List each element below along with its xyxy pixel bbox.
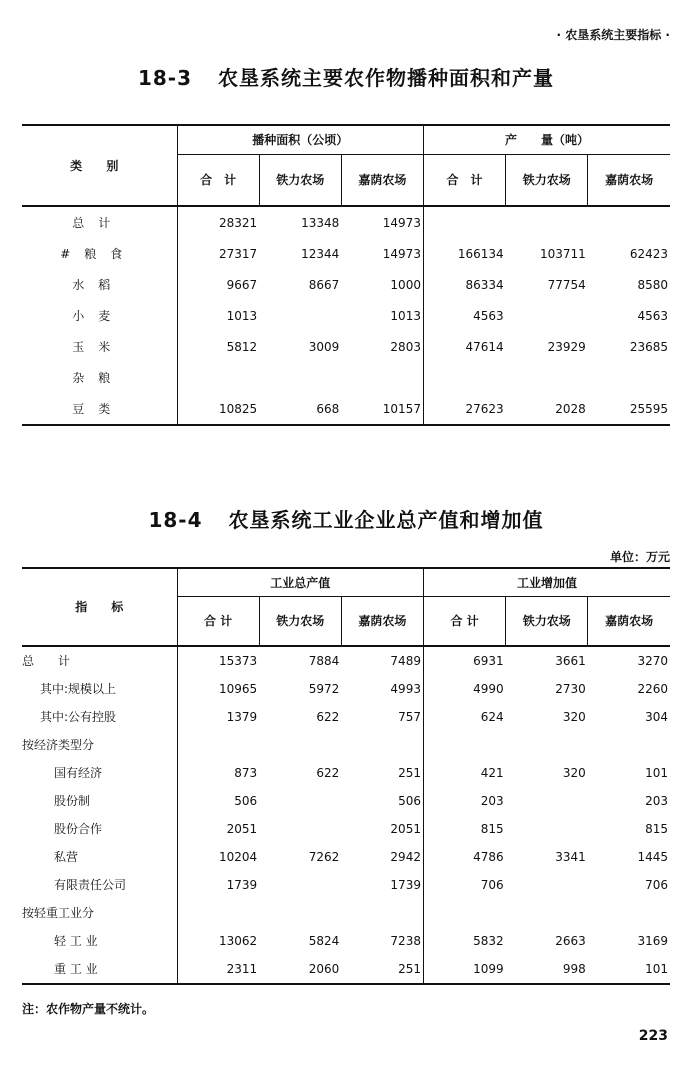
table-row xyxy=(22,899,670,927)
cell-value: 203 xyxy=(480,794,504,808)
cell-value: 2260 xyxy=(637,682,668,696)
row-label: 股份制 xyxy=(22,787,177,815)
column-header: 合 计 xyxy=(423,597,505,647)
cell-value: 4563 xyxy=(473,308,504,323)
row-label: 国有经济 xyxy=(22,759,177,787)
cell-value xyxy=(506,731,588,759)
cell-value: 8580 xyxy=(637,277,668,292)
crop-area-output-table xyxy=(22,124,670,426)
cell-value: 7238 xyxy=(341,927,423,955)
cell-value: 3009 xyxy=(308,339,340,354)
cell-value: 5824 xyxy=(308,934,340,948)
cell-value: 2663 xyxy=(555,934,586,948)
cell-value xyxy=(506,815,588,843)
cell-value: 28321 xyxy=(218,215,258,230)
cell-value xyxy=(506,206,588,238)
cell-value: 757 xyxy=(341,703,423,731)
cell-value: 3270 xyxy=(637,654,668,668)
cell-value: 203 xyxy=(645,794,668,808)
cell-value: 4563 xyxy=(637,308,668,323)
cell-value: 873 xyxy=(234,766,258,780)
cell-value xyxy=(177,899,259,927)
cell-value xyxy=(259,899,341,927)
cell-value: 815 xyxy=(480,822,504,836)
cell-value: 13348 xyxy=(301,215,340,230)
cell-value: 10965 xyxy=(218,682,258,696)
cell-value: 62423 xyxy=(629,246,668,261)
cell-value: 103711 xyxy=(539,246,586,261)
cell-value: 4786 xyxy=(473,850,504,864)
cell-value: 77754 xyxy=(547,277,586,292)
column-header: 合 计 xyxy=(177,597,259,647)
table2-number: 18-4 xyxy=(148,508,203,532)
cell-value: 3661 xyxy=(555,654,586,668)
cell-value xyxy=(588,362,670,393)
cell-value xyxy=(259,300,341,331)
row-label: 总 计 xyxy=(22,646,177,675)
cell-value: 2051 xyxy=(226,822,258,836)
row-label: 玉米 xyxy=(22,331,177,362)
row-label: #粮食 xyxy=(22,238,177,269)
row-label: 杂粮 xyxy=(22,362,177,393)
cell-value xyxy=(341,731,423,759)
cell-value: 4990 xyxy=(473,682,504,696)
table-row xyxy=(22,731,670,759)
cell-value: 15373 xyxy=(218,654,258,668)
cell-value: 3341 xyxy=(555,850,586,864)
row-label: 有限责任公司 xyxy=(22,871,177,899)
cell-value: 1739 xyxy=(341,871,423,899)
cell-value xyxy=(259,815,341,843)
cell-value: 10157 xyxy=(341,393,423,425)
row-label: 其中:公有控股 xyxy=(22,703,177,731)
cell-value xyxy=(259,871,341,899)
table-row xyxy=(22,759,670,787)
cell-value xyxy=(259,787,341,815)
cell-value: 5832 xyxy=(473,934,504,948)
cell-value: 706 xyxy=(480,878,504,892)
cell-value: 101 xyxy=(645,962,668,976)
table-row xyxy=(22,362,670,393)
table-row xyxy=(22,815,670,843)
table-row xyxy=(22,843,670,871)
cell-value: 998 xyxy=(562,962,586,976)
column-header: 嘉荫农场 xyxy=(341,597,423,647)
cell-value: 6931 xyxy=(473,654,504,668)
cell-value: 23929 xyxy=(547,339,586,354)
cell-value: 10825 xyxy=(218,401,258,416)
cell-value: 5972 xyxy=(308,682,340,696)
cell-value: 2060 xyxy=(308,962,340,976)
column-header: 铁力农场 xyxy=(259,597,341,647)
row-label: 股份合作 xyxy=(22,815,177,843)
cell-value: 320 xyxy=(562,710,586,724)
table1-title-text: 农垦系统主要农作物播种面积和产量 xyxy=(218,66,555,90)
cell-value xyxy=(506,899,588,927)
cell-value: 7489 xyxy=(341,646,423,675)
cell-value: 5812 xyxy=(226,339,258,354)
table-row xyxy=(22,646,670,675)
table-row xyxy=(22,331,670,362)
cell-value xyxy=(506,300,588,331)
table-row xyxy=(22,871,670,899)
cell-value: 9667 xyxy=(226,277,258,292)
cell-value: 1445 xyxy=(637,850,668,864)
cell-value xyxy=(588,899,670,927)
cell-value: 10204 xyxy=(218,850,258,864)
footnote: 注：农作物产量不统计。 xyxy=(22,1002,155,1016)
cell-value: 304 xyxy=(645,710,668,724)
cell-value: 2942 xyxy=(341,843,423,871)
row-label: 重 工 业 xyxy=(22,955,177,984)
cell-value: 8667 xyxy=(308,277,340,292)
cell-value: 7884 xyxy=(308,654,340,668)
cell-value: 1013 xyxy=(226,308,258,323)
table1-title xyxy=(0,62,692,91)
cell-value: 23685 xyxy=(629,339,668,354)
group-header: 产 量（吨） xyxy=(423,125,670,155)
cell-value: 815 xyxy=(645,822,668,836)
cell-value: 506 xyxy=(234,794,258,808)
cell-value: 2311 xyxy=(226,962,258,976)
column-header: 铁力农场 xyxy=(506,155,588,207)
row-label: 小麦 xyxy=(22,300,177,331)
column-header: 合 计 xyxy=(177,155,259,207)
cell-value: 166134 xyxy=(457,246,504,261)
cell-value xyxy=(588,731,670,759)
stub-header: 指 标 xyxy=(22,568,177,646)
cell-value: 14973 xyxy=(341,238,423,269)
table2-title-text: 农垦系统工业企业总产值和增加值 xyxy=(228,508,544,532)
cell-value: 4993 xyxy=(341,675,423,703)
cell-value: 27317 xyxy=(218,246,258,261)
column-header: 嘉荫农场 xyxy=(588,597,670,647)
group-header: 播种面积（公顷） xyxy=(177,125,423,155)
page-number: 223 xyxy=(638,1028,668,1044)
industry-output-table xyxy=(22,567,670,985)
column-header: 嘉荫农场 xyxy=(341,155,423,207)
table-row xyxy=(22,955,670,984)
group-header: 工业增加值 xyxy=(423,568,670,597)
table-row xyxy=(22,300,670,331)
table-row xyxy=(22,927,670,955)
row-label: 轻 工 业 xyxy=(22,927,177,955)
cell-value: 251 xyxy=(341,955,423,984)
table2-title xyxy=(0,504,692,533)
cell-value: 320 xyxy=(562,766,586,780)
cell-value: 101 xyxy=(645,766,668,780)
table-row xyxy=(22,206,670,238)
cell-value: 13062 xyxy=(218,934,258,948)
cell-value: 251 xyxy=(341,759,423,787)
cell-value: 1739 xyxy=(226,878,258,892)
cell-value xyxy=(341,899,423,927)
table-row xyxy=(22,238,670,269)
cell-value xyxy=(177,731,259,759)
running-header: · 农垦系统主要指标 · xyxy=(556,28,670,42)
cell-value: 706 xyxy=(645,878,668,892)
table-row xyxy=(22,787,670,815)
cell-value: 1013 xyxy=(341,300,423,331)
table-row xyxy=(22,269,670,300)
cell-value xyxy=(506,787,588,815)
cell-value: 2028 xyxy=(555,401,586,416)
cell-value: 421 xyxy=(480,766,504,780)
row-label: 水稻 xyxy=(22,269,177,300)
cell-value: 3169 xyxy=(637,934,668,948)
cell-value: 624 xyxy=(480,710,504,724)
group-header: 工业总产值 xyxy=(177,568,423,597)
cell-value xyxy=(588,206,670,238)
column-header: 铁力农场 xyxy=(506,597,588,647)
cell-value: 2051 xyxy=(341,815,423,843)
cell-value: 622 xyxy=(316,710,340,724)
cell-value: 2803 xyxy=(341,331,423,362)
column-header: 合 计 xyxy=(423,155,505,207)
table-row xyxy=(22,393,670,425)
cell-value xyxy=(341,362,423,393)
cell-value xyxy=(506,871,588,899)
cell-value: 14973 xyxy=(341,206,423,238)
row-label: 按轻重工业分 xyxy=(22,899,177,927)
column-header: 铁力农场 xyxy=(259,155,341,207)
table-row xyxy=(22,675,670,703)
cell-value: 1379 xyxy=(226,710,258,724)
cell-value xyxy=(423,731,505,759)
table-row xyxy=(22,703,670,731)
table1-number: 18-3 xyxy=(137,66,193,90)
cell-value xyxy=(423,899,505,927)
row-label: 豆类 xyxy=(22,393,177,425)
cell-value xyxy=(423,362,505,393)
cell-value: 1099 xyxy=(473,962,504,976)
cell-value: 47614 xyxy=(465,339,504,354)
row-label: 总计 xyxy=(22,206,177,238)
cell-value: 2730 xyxy=(555,682,586,696)
row-label: 私营 xyxy=(22,843,177,871)
cell-value: 86334 xyxy=(465,277,504,292)
unit-label: 单位：万元 xyxy=(609,550,670,564)
cell-value: 1000 xyxy=(341,269,423,300)
row-label: 其中:规模以上 xyxy=(22,675,177,703)
cell-value xyxy=(177,362,259,393)
row-label: 按经济类型分 xyxy=(22,731,177,759)
cell-value: 25595 xyxy=(629,401,668,416)
cell-value xyxy=(259,731,341,759)
cell-value: 12344 xyxy=(301,246,340,261)
cell-value: 506 xyxy=(341,787,423,815)
cell-value: 27623 xyxy=(465,401,504,416)
cell-value: 7262 xyxy=(308,850,340,864)
cell-value xyxy=(423,206,505,238)
cell-value xyxy=(259,362,341,393)
column-header: 嘉荫农场 xyxy=(588,155,670,207)
stub-header: 类 别 xyxy=(22,125,177,206)
cell-value: 622 xyxy=(316,766,340,780)
cell-value: 668 xyxy=(316,401,340,416)
cell-value xyxy=(506,362,588,393)
